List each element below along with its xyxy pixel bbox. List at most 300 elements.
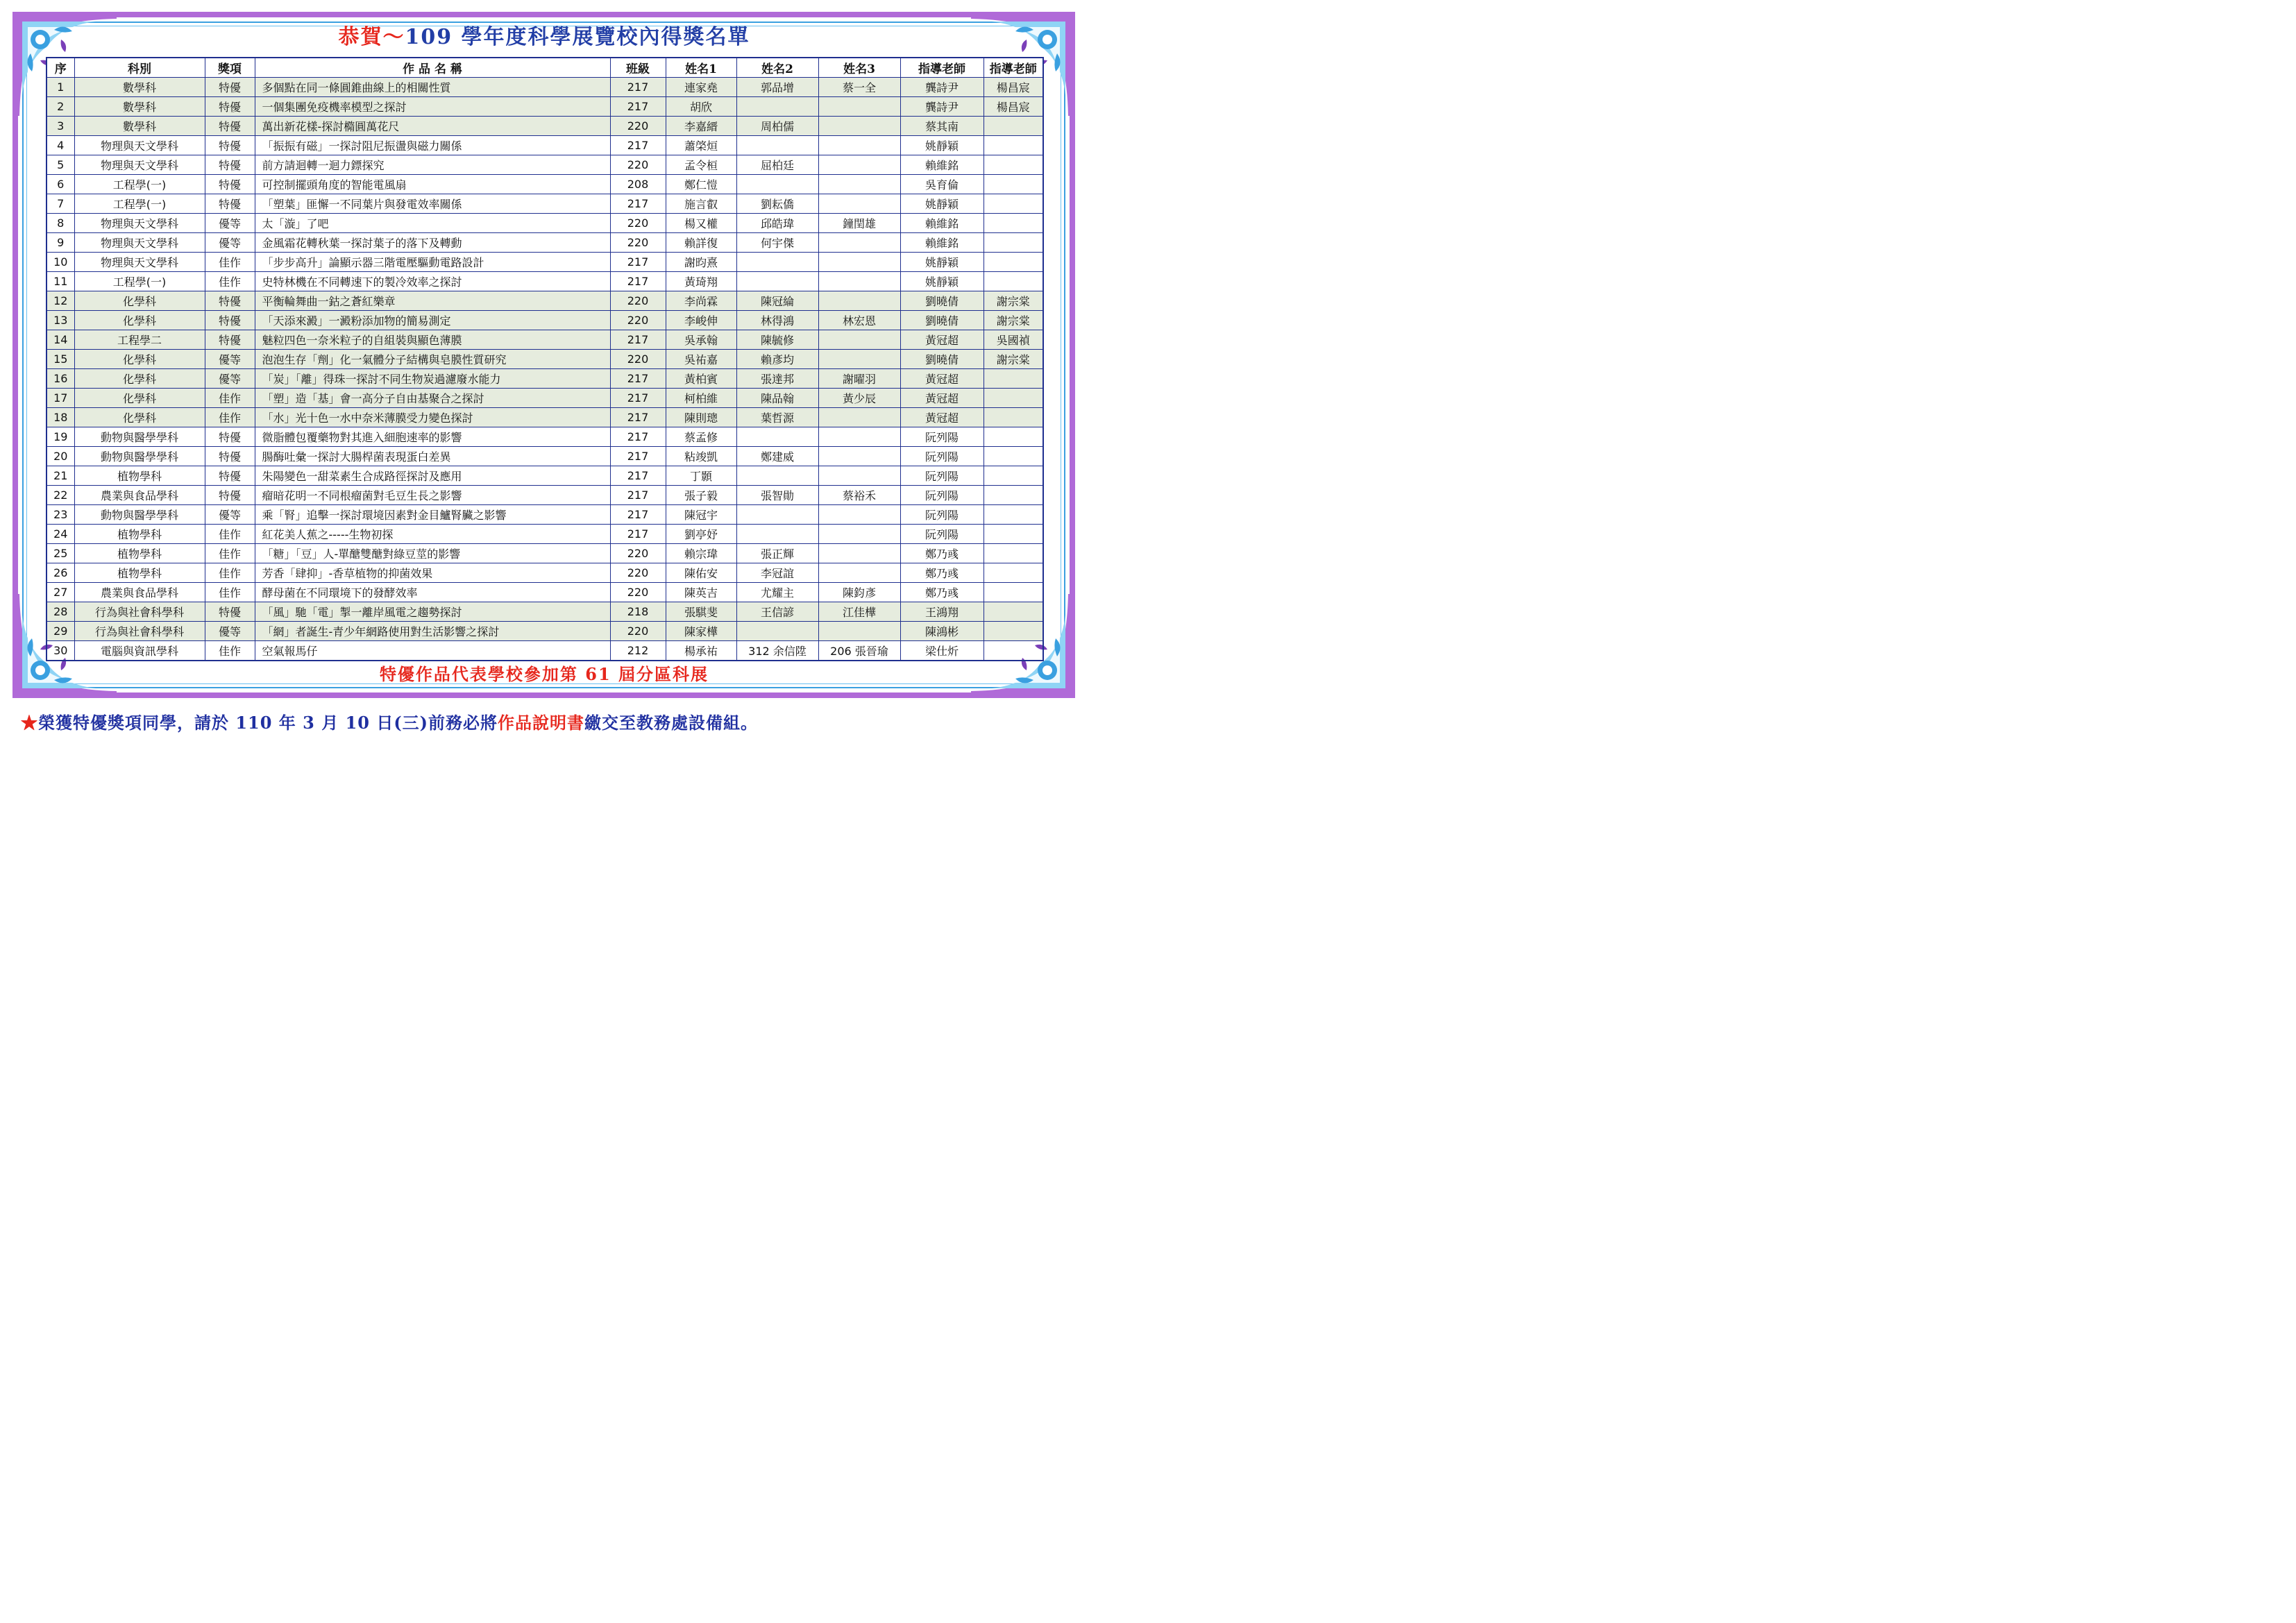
cell-no: 24 <box>47 525 74 544</box>
cell-teacher2: 吳國禎 <box>984 330 1043 350</box>
cell-class: 217 <box>610 330 666 350</box>
cell-title: 芳香「肆抑」-香草植物的抑菌效果 <box>255 563 610 583</box>
cell-award: 特優 <box>205 175 255 194</box>
header-teacher1: 指導老師 <box>900 58 984 78</box>
cell-subject: 數學科 <box>74 78 205 97</box>
cell-teacher2 <box>984 544 1043 563</box>
title-main: 109 學年度科學展覽校內得獎名單 <box>405 25 750 49</box>
cell-award: 優等 <box>205 350 255 369</box>
cell-no: 21 <box>47 466 74 486</box>
cell-no: 7 <box>47 194 74 214</box>
cell-subject: 物理與天文學科 <box>74 155 205 175</box>
cell-name2 <box>736 622 818 641</box>
header-teacher2: 指導老師 <box>984 58 1043 78</box>
table-row <box>47 622 1043 641</box>
cell-title: 「振振有磁」一探討阻尼振盪與磁力關係 <box>255 136 610 155</box>
cell-award: 佳作 <box>205 641 255 661</box>
cell-name3: 206 張晉瑜 <box>818 641 900 661</box>
cell-award: 優等 <box>205 233 255 253</box>
cell-name1: 張騏斐 <box>666 602 736 622</box>
cell-award: 優等 <box>205 214 255 233</box>
cell-award: 佳作 <box>205 408 255 427</box>
cell-title: 「炭」「離」得珠一探討不同生物炭過濾廢水能力 <box>255 369 610 389</box>
cell-teacher1: 蔡其南 <box>900 117 984 136</box>
cell-subject: 化學科 <box>74 350 205 369</box>
cell-class: 220 <box>610 117 666 136</box>
cell-subject: 物理與天文學科 <box>74 233 205 253</box>
cell-name3 <box>818 544 900 563</box>
cell-subject: 數學科 <box>74 97 205 117</box>
cell-name3 <box>818 350 900 369</box>
cell-subject: 電腦與資訊學科 <box>74 641 205 661</box>
table-row <box>47 427 1043 447</box>
header-class: 班級 <box>610 58 666 78</box>
cell-title: 酵母菌在不同環境下的發酵效率 <box>255 583 610 602</box>
cell-award: 特優 <box>205 117 255 136</box>
cell-subject: 化學科 <box>74 291 205 311</box>
table-row <box>47 583 1043 602</box>
cell-name2: 張智勛 <box>736 486 818 505</box>
cell-name1: 楊承祐 <box>666 641 736 661</box>
cell-class: 217 <box>610 136 666 155</box>
cell-name2: 王信諺 <box>736 602 818 622</box>
cell-name1: 施言叡 <box>666 194 736 214</box>
cell-award: 特優 <box>205 194 255 214</box>
cell-class: 220 <box>610 563 666 583</box>
cell-name1: 陳英吉 <box>666 583 736 602</box>
cell-teacher2 <box>984 214 1043 233</box>
cell-subject: 動物與醫學學科 <box>74 447 205 466</box>
table-header-row <box>47 58 1043 78</box>
cell-name2 <box>736 175 818 194</box>
cell-no: 2 <box>47 97 74 117</box>
cell-name1: 吳祐嘉 <box>666 350 736 369</box>
cell-teacher1: 黃冠超 <box>900 369 984 389</box>
cell-subject: 農業與食品學科 <box>74 486 205 505</box>
cell-title: 可控制擺頭角度的智能電風扇 <box>255 175 610 194</box>
cell-subject: 動物與醫學學科 <box>74 505 205 525</box>
cell-award: 特優 <box>205 602 255 622</box>
cell-teacher1: 阮列陽 <box>900 525 984 544</box>
cell-title: 萬出新花樣-探討橢圓萬花尺 <box>255 117 610 136</box>
cell-no: 5 <box>47 155 74 175</box>
title-prefix: 恭賀～ <box>338 25 405 49</box>
cell-title: 「塑葉」匪懈一不同葉片與發電效率關係 <box>255 194 610 214</box>
cell-no: 13 <box>47 311 74 330</box>
table-row <box>47 117 1043 136</box>
cell-subject: 行為與社會科學科 <box>74 602 205 622</box>
cell-class: 208 <box>610 175 666 194</box>
cell-subject: 植物學科 <box>74 563 205 583</box>
cell-name2: 賴彥均 <box>736 350 818 369</box>
cell-teacher2 <box>984 272 1043 291</box>
cell-no: 22 <box>47 486 74 505</box>
cell-name3 <box>818 117 900 136</box>
header-title: 作 品 名 稱 <box>255 58 610 78</box>
cell-name2: 鄭建威 <box>736 447 818 466</box>
cell-name1: 黃柏賓 <box>666 369 736 389</box>
cell-class: 217 <box>610 408 666 427</box>
cell-teacher1: 劉曉倩 <box>900 291 984 311</box>
notice-part1: 榮獲特優獎項同學，請於 110 年 3 月 10 日(三)前務必將 <box>38 713 498 733</box>
cell-teacher2: 謝宗棠 <box>984 291 1043 311</box>
cell-teacher1: 黃冠超 <box>900 389 984 408</box>
cell-name3 <box>818 97 900 117</box>
cell-award: 特優 <box>205 78 255 97</box>
cell-name1: 賴宗瑋 <box>666 544 736 563</box>
cell-teacher2: 楊昌宸 <box>984 97 1043 117</box>
cell-name3 <box>818 505 900 525</box>
cell-name2 <box>736 427 818 447</box>
cell-award: 佳作 <box>205 389 255 408</box>
table-row <box>47 350 1043 369</box>
cell-name2: 何宇傑 <box>736 233 818 253</box>
cell-name2: 李冠誼 <box>736 563 818 583</box>
cell-no: 30 <box>47 641 74 661</box>
cell-name1: 陳家樺 <box>666 622 736 641</box>
cell-award: 優等 <box>205 622 255 641</box>
cell-award: 特優 <box>205 136 255 155</box>
cell-name3 <box>818 466 900 486</box>
cell-award: 佳作 <box>205 525 255 544</box>
cell-teacher1: 姚靜穎 <box>900 272 984 291</box>
cell-title: 前方請迴轉一迴力鏢探究 <box>255 155 610 175</box>
cell-no: 17 <box>47 389 74 408</box>
cell-name3 <box>818 525 900 544</box>
cell-teacher2 <box>984 175 1043 194</box>
cell-no: 16 <box>47 369 74 389</box>
table-row <box>47 253 1043 272</box>
cell-name1: 胡欣 <box>666 97 736 117</box>
cell-name1: 蔡孟修 <box>666 427 736 447</box>
cell-teacher1: 龔詩尹 <box>900 78 984 97</box>
cell-no: 18 <box>47 408 74 427</box>
cell-teacher1: 黃冠超 <box>900 408 984 427</box>
table-row <box>47 369 1043 389</box>
cell-name3 <box>818 291 900 311</box>
cell-teacher2 <box>984 641 1043 661</box>
cell-award: 佳作 <box>205 253 255 272</box>
cell-subject: 植物學科 <box>74 525 205 544</box>
cell-title: 泡泡生存「劑」化一氣體分子結構與皂膜性質研究 <box>255 350 610 369</box>
cell-title: 朱陽變色一甜菜素生合成路徑探討及應用 <box>255 466 610 486</box>
cell-class: 217 <box>610 525 666 544</box>
cell-teacher1: 劉曉倩 <box>900 350 984 369</box>
cell-award: 佳作 <box>205 272 255 291</box>
cell-teacher2 <box>984 602 1043 622</box>
cell-name3 <box>818 272 900 291</box>
cell-title: 魅粒四色一奈米粒子的自組裝與顯色薄膜 <box>255 330 610 350</box>
table-row <box>47 78 1043 97</box>
cell-teacher1: 阮列陽 <box>900 447 984 466</box>
cell-name3: 黃少辰 <box>818 389 900 408</box>
cell-award: 特優 <box>205 486 255 505</box>
cell-no: 10 <box>47 253 74 272</box>
cell-no: 23 <box>47 505 74 525</box>
cell-class: 220 <box>610 544 666 563</box>
cell-award: 佳作 <box>205 583 255 602</box>
cell-title: 金風霜花轉秋葉一探討葉子的落下及轉動 <box>255 233 610 253</box>
cell-name3 <box>818 447 900 466</box>
cell-teacher1: 王鴻翔 <box>900 602 984 622</box>
cell-no: 25 <box>47 544 74 563</box>
cell-name2 <box>736 466 818 486</box>
cell-name2: 陳毓修 <box>736 330 818 350</box>
cell-name2: 邱皓瑋 <box>736 214 818 233</box>
cell-name2: 林得鴻 <box>736 311 818 330</box>
cell-class: 220 <box>610 350 666 369</box>
table-row <box>47 194 1043 214</box>
cell-class: 217 <box>610 272 666 291</box>
cell-title: 乘「腎」追擊一探討環境因素對金目鱸腎臟之影響 <box>255 505 610 525</box>
cell-no: 3 <box>47 117 74 136</box>
cell-name2 <box>736 525 818 544</box>
cell-title: 「風」馳「電」掣一離岸風電之趨勢探討 <box>255 602 610 622</box>
cell-name1: 謝昀熹 <box>666 253 736 272</box>
cell-title: 史特林機在不同轉速下的製冷效率之探討 <box>255 272 610 291</box>
cell-subject: 物理與天文學科 <box>74 253 205 272</box>
cell-teacher1: 吳育倫 <box>900 175 984 194</box>
cell-name3 <box>818 155 900 175</box>
cell-teacher2 <box>984 447 1043 466</box>
cell-name1: 李峻伸 <box>666 311 736 330</box>
cell-name1: 陳冠宇 <box>666 505 736 525</box>
notice-part3: 繳交至教務處設備組。 <box>584 713 759 733</box>
cell-name2: 郭品增 <box>736 78 818 97</box>
cell-teacher2 <box>984 466 1043 486</box>
cell-class: 220 <box>610 214 666 233</box>
header-name3: 姓名3 <box>818 58 900 78</box>
cell-teacher2: 謝宗棠 <box>984 350 1043 369</box>
cell-teacher2 <box>984 233 1043 253</box>
table-row <box>47 389 1043 408</box>
cell-class: 217 <box>610 505 666 525</box>
cell-title: 瘤暗花明一不同根瘤菌對毛豆生長之影響 <box>255 486 610 505</box>
cell-name2: 劉耘僑 <box>736 194 818 214</box>
cell-no: 9 <box>47 233 74 253</box>
cell-teacher1: 姚靜穎 <box>900 136 984 155</box>
cell-class: 220 <box>610 622 666 641</box>
cell-name3 <box>818 253 900 272</box>
cell-award: 優等 <box>205 505 255 525</box>
table-row <box>47 505 1043 525</box>
table-row <box>47 311 1043 330</box>
table-row <box>47 544 1043 563</box>
cell-name3: 蔡一全 <box>818 78 900 97</box>
cell-teacher2 <box>984 369 1043 389</box>
cell-name1: 黃琦翔 <box>666 272 736 291</box>
cell-award: 特優 <box>205 97 255 117</box>
cell-title: 腸酶吐彙一探討大腸桿菌表現蛋白差異 <box>255 447 610 466</box>
table-row <box>47 641 1043 661</box>
cell-teacher2 <box>984 427 1043 447</box>
cell-teacher2 <box>984 389 1043 408</box>
cell-name3 <box>818 194 900 214</box>
cell-teacher1: 賴維銘 <box>900 214 984 233</box>
cell-teacher2 <box>984 136 1043 155</box>
cell-subject: 工程學二 <box>74 330 205 350</box>
cell-name3 <box>818 233 900 253</box>
cell-class: 220 <box>610 155 666 175</box>
cell-name2 <box>736 97 818 117</box>
cell-name1: 楊又權 <box>666 214 736 233</box>
award-table <box>46 57 1044 661</box>
cell-name1: 陳佑安 <box>666 563 736 583</box>
cell-award: 佳作 <box>205 563 255 583</box>
cell-name1: 張子毅 <box>666 486 736 505</box>
cell-name3: 林宏恩 <box>818 311 900 330</box>
cell-subject: 化學科 <box>74 389 205 408</box>
cell-name2: 張正輝 <box>736 544 818 563</box>
cell-name2: 葉哲源 <box>736 408 818 427</box>
cell-award: 特優 <box>205 447 255 466</box>
cell-class: 220 <box>610 583 666 602</box>
cell-no: 6 <box>47 175 74 194</box>
table-row <box>47 525 1043 544</box>
cell-class: 217 <box>610 466 666 486</box>
cell-subject: 動物與醫學學科 <box>74 427 205 447</box>
cell-class: 217 <box>610 194 666 214</box>
cell-class: 217 <box>610 97 666 117</box>
table-row <box>47 175 1043 194</box>
cell-teacher1: 鄭乃彧 <box>900 544 984 563</box>
cell-award: 特優 <box>205 311 255 330</box>
cell-name1: 吳承翰 <box>666 330 736 350</box>
cell-title: 多個點在同一條圓錐曲線上的相關性質 <box>255 78 610 97</box>
cell-no: 12 <box>47 291 74 311</box>
cell-name2: 陳冠綸 <box>736 291 818 311</box>
cell-name3: 鐘閏雄 <box>818 214 900 233</box>
cell-name3: 江佳樺 <box>818 602 900 622</box>
cell-teacher1: 賴維銘 <box>900 233 984 253</box>
cell-subject: 行為與社會科學科 <box>74 622 205 641</box>
cell-name3: 陳鈞彥 <box>818 583 900 602</box>
cell-class: 217 <box>610 369 666 389</box>
cell-teacher2 <box>984 505 1043 525</box>
cell-name3: 蔡裕禾 <box>818 486 900 505</box>
cell-name1: 劉亭妤 <box>666 525 736 544</box>
table-body <box>47 78 1043 661</box>
cell-no: 15 <box>47 350 74 369</box>
cell-name3 <box>818 622 900 641</box>
table-row <box>47 155 1043 175</box>
cell-subject: 工程學(一) <box>74 272 205 291</box>
table-row <box>47 466 1043 486</box>
cell-name2: 周柏儒 <box>736 117 818 136</box>
cell-award: 特優 <box>205 330 255 350</box>
cell-teacher2 <box>984 155 1043 175</box>
cell-title: 紅花美人蕉之-----生物初探 <box>255 525 610 544</box>
cell-subject: 工程學(一) <box>74 194 205 214</box>
table-row <box>47 233 1043 253</box>
cell-name1: 李嘉縉 <box>666 117 736 136</box>
cell-award: 特優 <box>205 466 255 486</box>
table-row <box>47 97 1043 117</box>
cell-subject: 物理與天文學科 <box>74 214 205 233</box>
cell-teacher1: 阮列陽 <box>900 505 984 525</box>
cell-award: 特優 <box>205 427 255 447</box>
cell-teacher2 <box>984 117 1043 136</box>
cell-no: 4 <box>47 136 74 155</box>
cell-teacher1: 阮列陽 <box>900 466 984 486</box>
cell-subject: 農業與食品學科 <box>74 583 205 602</box>
cell-title: 「步步高升」論顯示器三階電壓驅動電路設計 <box>255 253 610 272</box>
cell-title: 空氣報馬仔 <box>255 641 610 661</box>
cell-teacher1: 劉曉倩 <box>900 311 984 330</box>
cell-no: 19 <box>47 427 74 447</box>
star-icon: ★ <box>21 713 38 733</box>
cell-title: 「塑」造「基」會一高分子自由基聚合之探討 <box>255 389 610 408</box>
cell-name1: 鄭仁愷 <box>666 175 736 194</box>
cell-subject: 化學科 <box>74 408 205 427</box>
cell-title: 「天添來澱」一澱粉添加物的簡易測定 <box>255 311 610 330</box>
cell-title: 一個集團免疫機率模型之探討 <box>255 97 610 117</box>
cell-name1: 柯柏維 <box>666 389 736 408</box>
cell-no: 29 <box>47 622 74 641</box>
cell-award: 特優 <box>205 155 255 175</box>
cell-teacher2: 謝宗棠 <box>984 311 1043 330</box>
cell-teacher2 <box>984 622 1043 641</box>
cell-subject: 物理與天文學科 <box>74 136 205 155</box>
cell-no: 28 <box>47 602 74 622</box>
cell-teacher1: 姚靜穎 <box>900 253 984 272</box>
cell-subject: 工程學(一) <box>74 175 205 194</box>
cell-name2: 屈柏廷 <box>736 155 818 175</box>
cell-name2: 尤耀主 <box>736 583 818 602</box>
header-no: 序 <box>47 58 74 78</box>
cell-class: 220 <box>610 291 666 311</box>
table-row <box>47 272 1043 291</box>
page-title <box>0 24 1088 51</box>
cell-name1: 連家堯 <box>666 78 736 97</box>
cell-class: 218 <box>610 602 666 622</box>
cell-name3: 謝曜羽 <box>818 369 900 389</box>
cell-no: 14 <box>47 330 74 350</box>
cell-class: 217 <box>610 78 666 97</box>
header-subject: 科別 <box>74 58 205 78</box>
cell-name1: 丁顥 <box>666 466 736 486</box>
cell-subject: 化學科 <box>74 369 205 389</box>
table-row <box>47 447 1043 466</box>
table-row <box>47 330 1043 350</box>
cell-teacher1: 阮列陽 <box>900 486 984 505</box>
cell-teacher2 <box>984 525 1043 544</box>
table-row <box>47 408 1043 427</box>
header-name2: 姓名2 <box>736 58 818 78</box>
cell-teacher1: 龔詩尹 <box>900 97 984 117</box>
cell-teacher1: 賴維銘 <box>900 155 984 175</box>
cell-name1: 陳則璁 <box>666 408 736 427</box>
table-row <box>47 291 1043 311</box>
header-name1: 姓名1 <box>666 58 736 78</box>
cell-name1: 李尚霖 <box>666 291 736 311</box>
table-row <box>47 214 1043 233</box>
cell-title: 平衡輪舞曲一鈷之蒼紅樂章 <box>255 291 610 311</box>
cell-name2: 張達邦 <box>736 369 818 389</box>
cell-title: 「水」光十色一水中奈米薄膜受力變色探討 <box>255 408 610 427</box>
cell-title: 「糖」「豆」人-單醣雙醣對綠豆莖的影響 <box>255 544 610 563</box>
cell-teacher2 <box>984 486 1043 505</box>
cell-no: 27 <box>47 583 74 602</box>
cell-name1: 蕭棨烜 <box>666 136 736 155</box>
cell-name2 <box>736 272 818 291</box>
cell-teacher2: 楊昌宸 <box>984 78 1043 97</box>
cell-subject: 植物學科 <box>74 544 205 563</box>
table-row <box>47 563 1043 583</box>
cell-name2: 陳品翰 <box>736 389 818 408</box>
cell-name3 <box>818 136 900 155</box>
cell-award: 優等 <box>205 369 255 389</box>
